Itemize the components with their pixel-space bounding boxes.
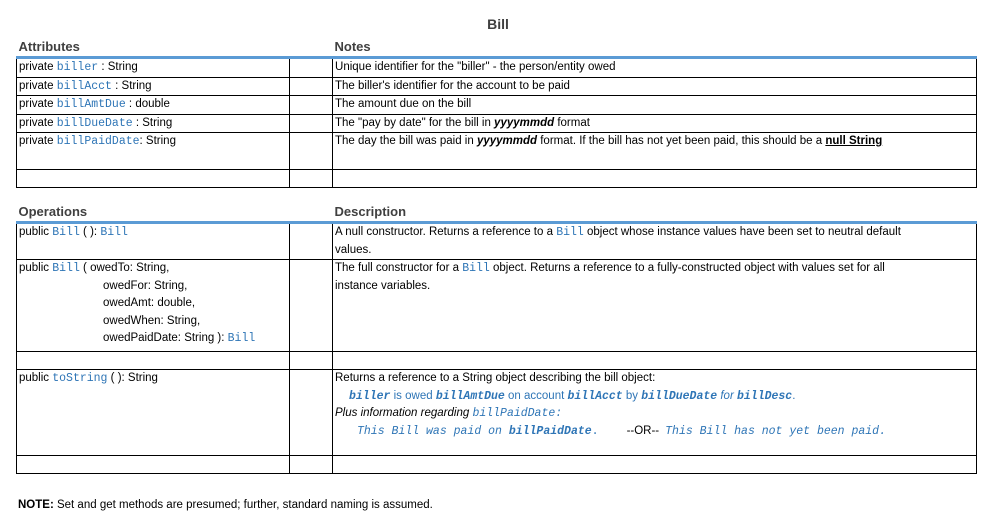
modifier: private [19,61,57,73]
attribute-type: : String [139,135,176,147]
empty-row [17,352,977,370]
spacer-cell [290,223,333,260]
desc-text: object whose instance values have been set to neutral default [583,226,901,238]
format-line-1 [335,388,974,406]
desc-text: Returns a reference to a String object describing the bill object: [335,372,656,384]
empty-cell [290,352,333,370]
signature: ( ): [79,226,101,238]
param: owedFor: String, [103,279,188,292]
empty-cell [290,170,333,188]
modifier: public [19,372,53,384]
attributes-header-row [17,37,977,58]
operation-row [17,370,977,456]
operations-header-row [17,202,977,223]
attributes-header: Attributes [17,37,333,58]
param: owedAmt: double, [103,297,196,309]
empty-cell [17,352,290,370]
empty-row [17,170,977,188]
return-type: Bill [227,332,256,345]
desc-text: This Bill was paid on [357,424,509,438]
modifier: public [19,262,53,274]
note-text: Set and get methods are presumed; further, standard naming is assumed. [53,499,433,511]
operation-row [17,223,977,260]
attribute-row [17,96,977,115]
note-text: format [554,116,590,129]
class-ref: Bill [556,226,584,239]
desc-text: A null constructor. Returns a reference to a [335,226,557,238]
note-cell [333,114,977,133]
spacer-cell [290,370,333,456]
desc-text: Plus information regarding [335,407,473,419]
spacer-cell [290,114,333,133]
class-ref: Bill [462,262,490,275]
operation-cell [17,260,290,352]
date-format: yyyymmdd [476,135,538,147]
attribute-name: billDueDate [56,116,133,130]
description-header: Description [333,202,977,223]
or-separator: --OR-- [626,424,660,437]
empty-cell [17,456,290,474]
modifier: private [19,116,57,129]
operation-row [17,260,977,352]
attribute-type: : String [111,79,152,92]
method-name: toString [52,372,108,385]
desc-text: The full constructor for a [335,262,463,274]
field-ref: billPaidDate [508,424,592,438]
spacer-cell [290,133,333,170]
note-text: The "pay by date" for the bill in [335,116,495,129]
description-cell [333,260,977,352]
param: owedPaidDate: String ): [103,332,228,344]
attribute-cell [17,133,290,170]
empty-cell [333,352,977,370]
attribute-cell [17,96,290,115]
empty-cell [17,170,290,188]
note-text: format. If the bill has not yet been paid, this should be a [537,135,826,147]
attribute-cell [17,114,290,133]
attribute-cell [17,77,290,96]
operations-header: Operations [17,202,333,223]
operation-cell [17,370,290,456]
note-cell: The amount due on the bill [333,96,977,115]
attribute-type: : String [132,116,173,129]
field-ref: billAcct [567,389,623,403]
modifier: private [19,135,57,147]
field-ref: biller [349,389,391,403]
modifier: public [19,226,53,238]
desc-text: . [792,389,796,402]
operations-table [16,202,977,474]
notes-header: Notes [333,37,977,58]
attribute-name: billAmtDue [56,98,126,111]
spacer-cell [290,77,333,96]
attributes-table [16,37,977,188]
desc-text: : [555,407,563,420]
modifier: private [19,79,57,92]
attribute-name: billAcct [56,79,112,93]
field-ref: billAmtDue [435,389,505,403]
spacer-cell [290,58,333,78]
modifier: private [19,98,57,110]
operation-cell [17,223,290,260]
desc-text: values. [335,243,372,256]
attribute-row [17,58,977,78]
method-name: Bill [52,226,80,239]
format-line-2 [335,405,974,423]
desc-text: . [591,424,599,438]
attribute-row [17,77,977,96]
attribute-name: biller [56,61,99,74]
footnote [18,499,433,511]
spacer-cell [290,96,333,115]
class-title: Bill [487,16,509,32]
field-ref: billDesc [736,389,793,403]
desc-text: for [717,389,737,402]
attribute-row [17,114,977,133]
attribute-row [17,133,977,170]
return-type: Bill [100,226,128,239]
description-cell [333,223,977,260]
empty-cell [333,456,977,474]
desc-text: on account [504,389,568,402]
desc-text: by [622,389,642,402]
field-ref: billDueDate [641,389,718,403]
note-cell [333,133,977,170]
null-string-term: null String [825,135,883,147]
signature: ( ): String [107,372,158,384]
note-cell: Unique identifier for the "biller" - the person/entity owed [333,58,977,78]
desc-text: is owed [390,389,436,402]
format-line-3 [335,423,974,441]
empty-row [17,456,977,474]
empty-cell [333,170,977,188]
signature: ( owedTo: String, [79,262,170,274]
attribute-name: billPaidDate [56,135,140,148]
attribute-type: : double [125,98,170,110]
date-format: yyyymmdd [494,116,555,129]
empty-cell [290,456,333,474]
desc-text: object. Returns a reference to a fully-constructed object with values set for all [489,262,885,274]
spacer-cell [290,260,333,352]
note-cell: The biller's identifier for the account to be paid [333,77,977,96]
note-label: NOTE: [18,499,54,511]
desc-text: instance variables. [335,279,431,292]
param: owedWhen: String, [103,314,201,327]
method-name: Bill [52,262,80,275]
desc-text: This Bill has not yet been paid. [665,424,886,438]
field-ref: billPaidDate [472,407,556,420]
attribute-type: : String [98,61,138,73]
note-text: The day the bill was paid in [335,135,477,147]
description-cell [333,370,977,456]
attribute-cell [17,58,290,78]
